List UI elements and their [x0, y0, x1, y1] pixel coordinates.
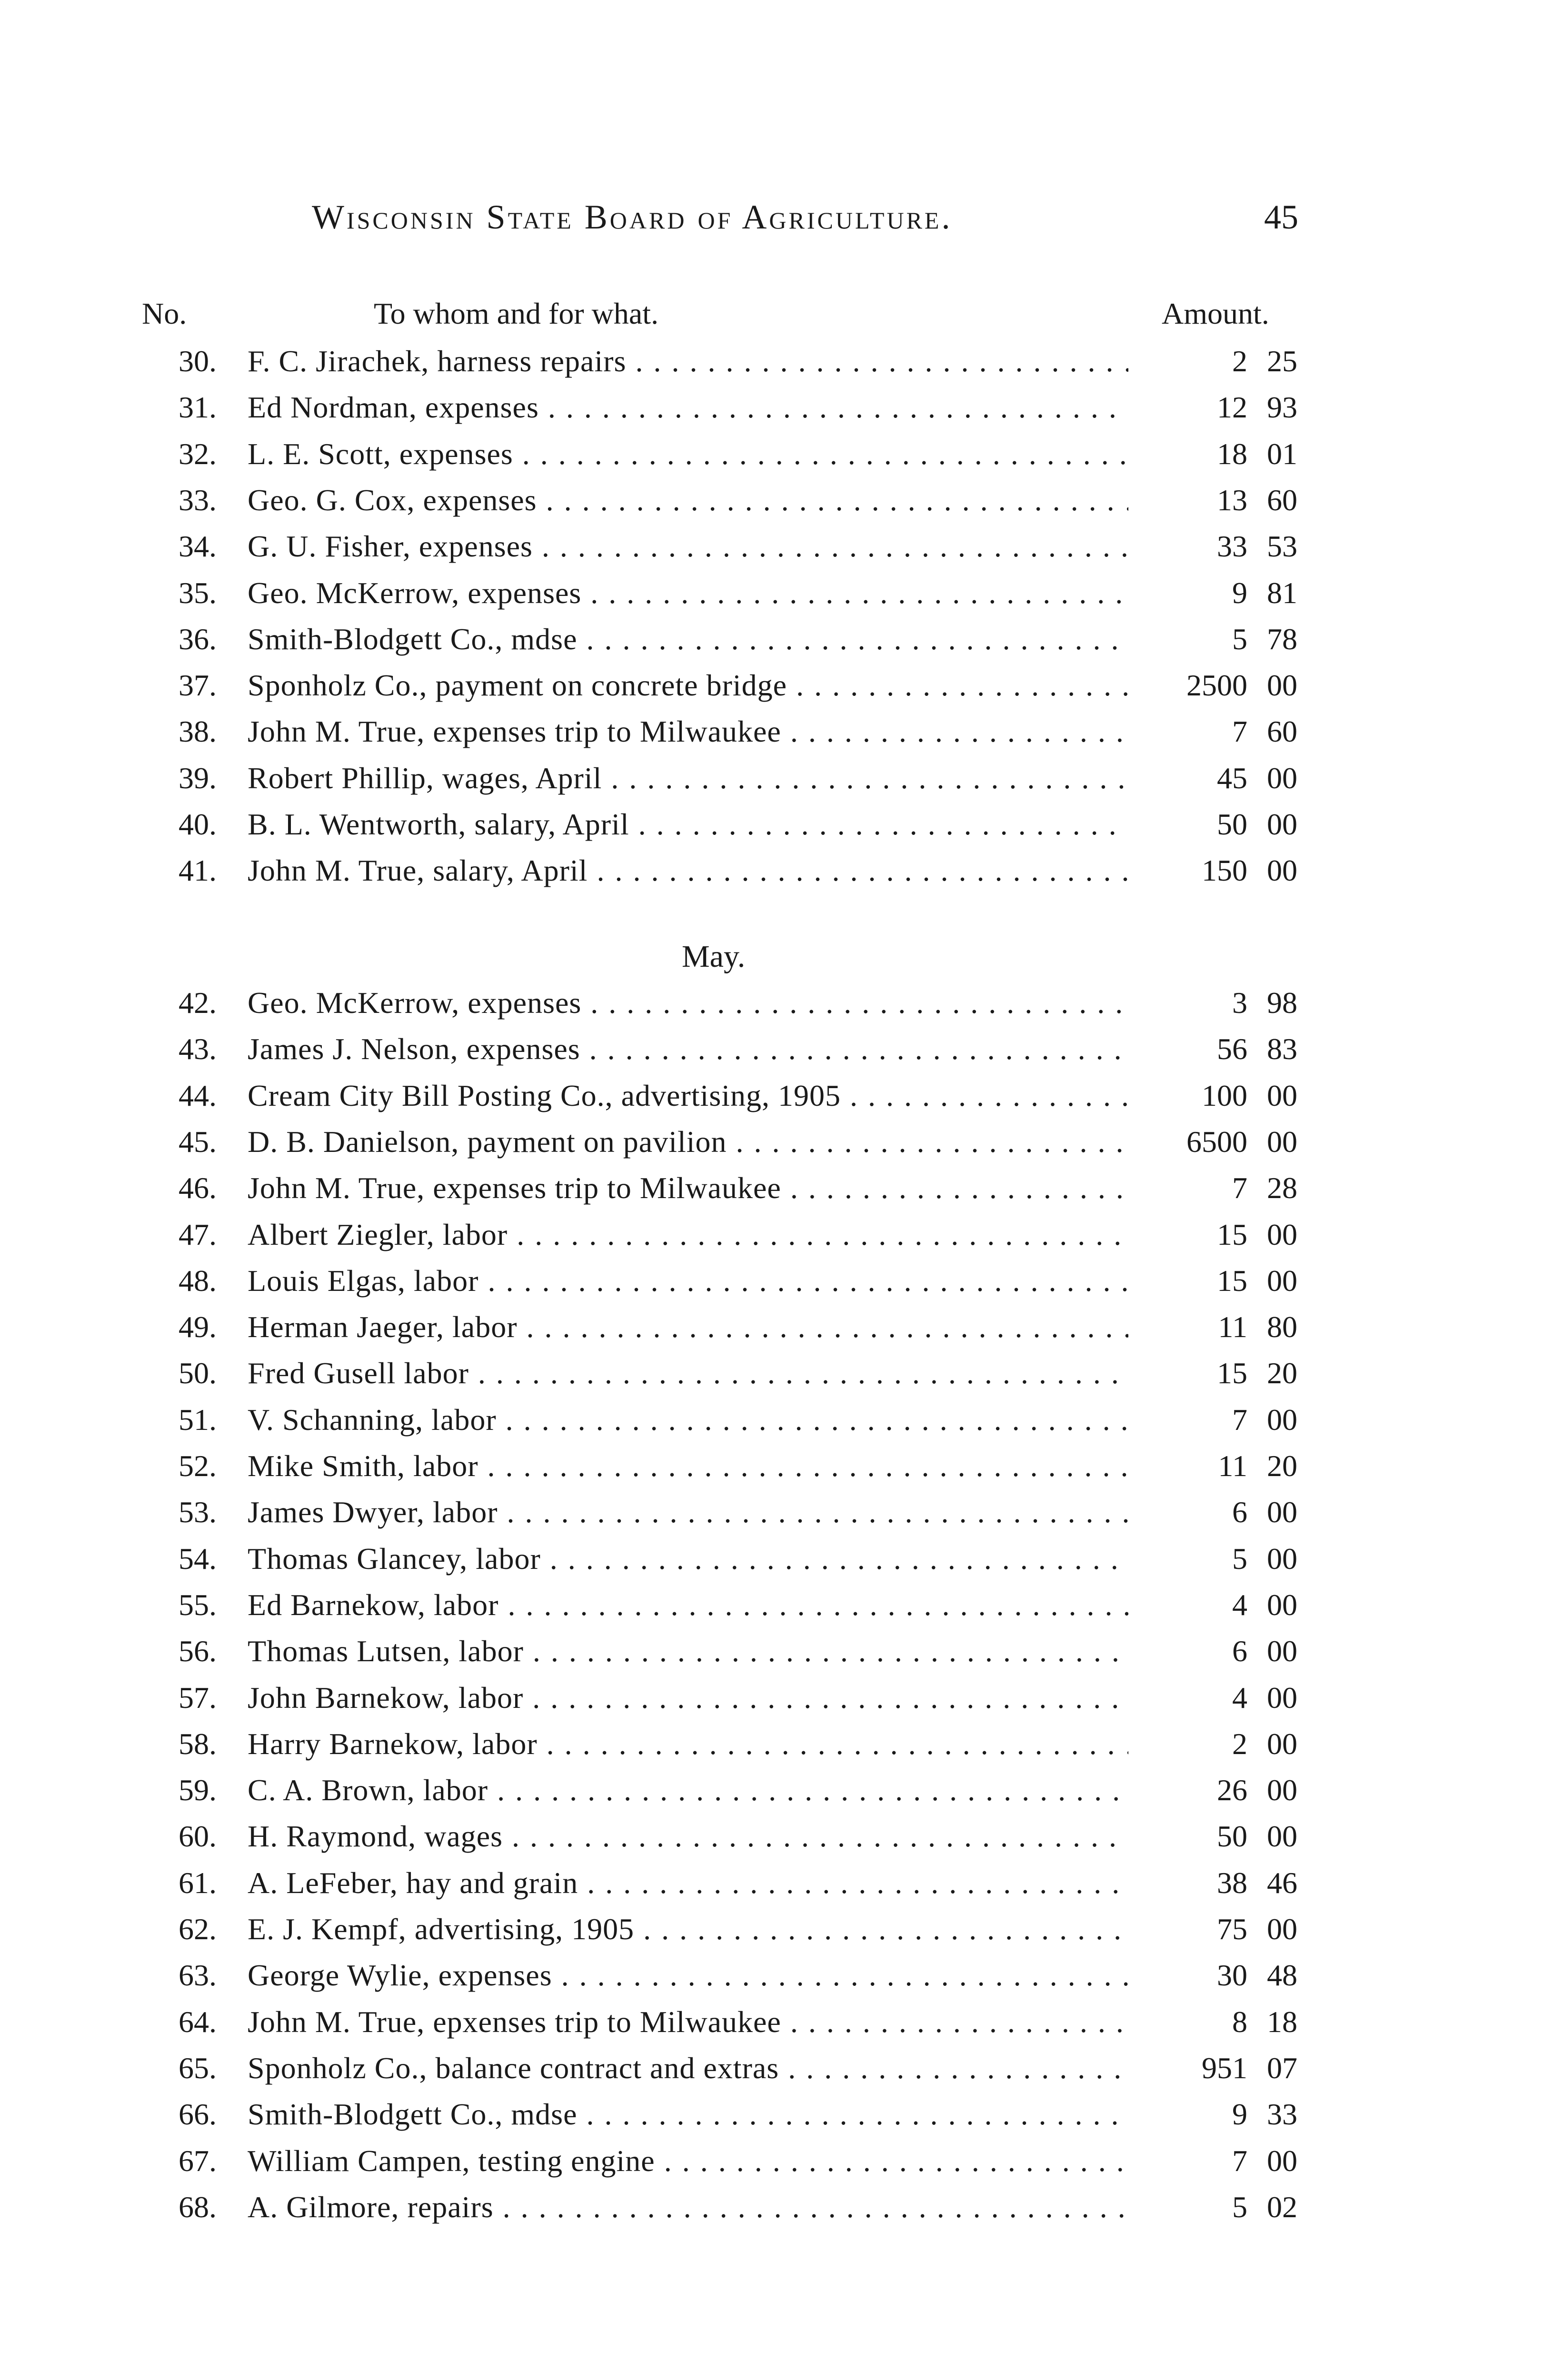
ledger-row: [0, 2190, 1554, 2236]
ledger-row: [0, 1587, 1554, 1634]
entry-amount-dollars: 11: [1218, 1310, 1247, 1344]
ledger-row: [0, 1124, 1554, 1171]
ledger-row: [0, 2097, 1554, 2143]
ledger-row: [0, 1217, 1554, 1264]
entry-description: Sponholz Co., balance contract and extras . . .: [248, 2051, 1128, 2086]
entry-number: 62.: [179, 1912, 217, 1946]
entry-amount-cents: 81: [1267, 575, 1297, 610]
entry-amount-cents: 93: [1267, 390, 1297, 425]
ledger-row: [0, 344, 1554, 390]
entry-description: H. Raymond, wages . . .: [248, 1819, 1128, 1854]
entry-amount-cents: 01: [1267, 436, 1297, 471]
entry-amount-cents: 00: [1267, 1819, 1297, 1854]
entry-amount-cents: 46: [1267, 1865, 1297, 1900]
entry-number: 58.: [179, 1726, 217, 1761]
entry-amount-cents: 00: [1267, 1680, 1297, 1715]
entry-amount-dollars: 75: [1217, 1912, 1247, 1946]
entry-amount-dollars: 15: [1217, 1217, 1247, 1251]
entry-amount-dollars: 12: [1217, 390, 1247, 425]
entry-amount-cents: 20: [1267, 1356, 1297, 1390]
entry-amount-cents: 00: [1267, 807, 1297, 841]
entry-amount-dollars: 33: [1217, 529, 1247, 564]
entry-amount-cents: 48: [1267, 1958, 1297, 1993]
entry-description: Thomas Lutsen, labor . . .: [248, 1634, 1128, 1669]
entry-description: D. B. Danielson, payment on pavilion . . .: [248, 1124, 1128, 1160]
ledger-row: [0, 1356, 1554, 1402]
entry-number: 53.: [179, 1495, 217, 1529]
ledger-row: [0, 483, 1554, 529]
entry-description: John Barnekow, labor . . .: [248, 1680, 1128, 1716]
entry-amount-cents: 00: [1267, 1773, 1297, 1807]
entry-amount-dollars: 2500: [1186, 668, 1247, 703]
ledger-row: [0, 2004, 1554, 2051]
entry-amount-cents: 53: [1267, 529, 1297, 564]
entry-amount-dollars: 4: [1232, 1680, 1247, 1715]
entry-number: 47.: [179, 1217, 217, 1251]
entry-description: John M. True, expenses trip to Milwaukee . . .: [248, 1170, 1128, 1206]
running-head: Wisconsin State Board of Agriculture.: [312, 198, 953, 236]
ledger-row: [0, 1773, 1554, 1819]
entry-number: 59.: [179, 1773, 217, 1807]
entry-amount-cents: 00: [1267, 1263, 1297, 1298]
entry-amount-cents: 00: [1267, 853, 1297, 888]
entry-amount-cents: 00: [1267, 668, 1297, 703]
ledger-row: [0, 714, 1554, 761]
entry-amount-dollars: 45: [1217, 761, 1247, 795]
entry-amount-dollars: 9: [1232, 575, 1247, 610]
entry-number: 54.: [179, 1541, 217, 1576]
entry-amount-dollars: 11: [1218, 1449, 1247, 1483]
entry-amount-dollars: 6500: [1186, 1124, 1247, 1159]
entry-number: 66.: [179, 2097, 217, 2132]
entry-amount-dollars: 100: [1202, 1078, 1247, 1112]
ledger-row: [0, 529, 1554, 575]
entry-number: 37.: [179, 668, 217, 703]
entry-number: 35.: [179, 575, 217, 610]
entry-amount-cents: 00: [1267, 1495, 1297, 1529]
entry-number: 60.: [179, 1819, 217, 1854]
entry-description: Thomas Glancey, labor . . .: [248, 1541, 1128, 1577]
ledger-row: [0, 1263, 1554, 1310]
entry-amount-dollars: 7: [1232, 714, 1247, 749]
ledger-row: [0, 668, 1554, 714]
entry-number: 41.: [179, 853, 217, 888]
ledger-row: [0, 1634, 1554, 1680]
entry-amount-cents: 00: [1267, 1402, 1297, 1437]
entry-description: John M. True, expenses trip to Milwaukee . . .: [248, 714, 1128, 749]
entry-description: Geo. McKerrow, expenses . . .: [248, 575, 1128, 611]
entry-amount-cents: 78: [1267, 622, 1297, 656]
entry-number: 52.: [179, 1449, 217, 1483]
ledger-row: [0, 1680, 1554, 1727]
ledger-row: [0, 1495, 1554, 1541]
ledger-row: [0, 1448, 1554, 1495]
entry-amount-dollars: 7: [1232, 1402, 1247, 1437]
entry-amount-cents: 00: [1267, 2143, 1297, 2178]
entry-description: Smith-Blodgett Co., mdse . . .: [248, 622, 1128, 657]
entry-number: 57.: [179, 1680, 217, 1715]
entry-amount-cents: 00: [1267, 1726, 1297, 1761]
entry-description: E. J. Kempf, advertising, 1905 . . .: [248, 1912, 1128, 1947]
ledger-row: [0, 1078, 1554, 1125]
entry-description: James J. Nelson, expenses . . .: [248, 1031, 1128, 1067]
entry-description: Geo. McKerrow, expenses . . .: [248, 985, 1128, 1021]
entry-amount-dollars: 8: [1232, 2004, 1247, 2039]
entry-amount-cents: 83: [1267, 1032, 1297, 1066]
entry-description: Robert Phillip, wages, April . . .: [248, 761, 1128, 796]
entry-description: William Campen, testing engine . . .: [248, 2143, 1128, 2179]
entry-amount-cents: 00: [1267, 761, 1297, 795]
entry-amount-dollars: 5: [1232, 2190, 1247, 2224]
entry-description: Fred Gusell labor . . .: [248, 1356, 1128, 1391]
ledger-row: [0, 2051, 1554, 2097]
entry-description: Albert Ziegler, labor . . .: [248, 1217, 1128, 1252]
entry-amount-cents: 00: [1267, 1124, 1297, 1159]
entry-amount-cents: 00: [1267, 1912, 1297, 1946]
entry-description: V. Schanning, labor . . .: [248, 1402, 1128, 1438]
entry-number: 56.: [179, 1634, 217, 1668]
entry-description: Harry Barnekow, labor . . .: [248, 1726, 1128, 1762]
ledger-row: [0, 1309, 1554, 1356]
entry-description: James Dwyer, labor . . .: [248, 1495, 1128, 1530]
entry-description: Louis Elgas, labor . . .: [248, 1263, 1128, 1299]
entry-number: 68.: [179, 2190, 217, 2224]
column-header-description: To whom and for what.: [374, 297, 659, 330]
ledger-row: [0, 1865, 1554, 1912]
entry-description: Ed Barnekow, labor . . .: [248, 1587, 1128, 1623]
entry-description: A. Gilmore, repairs . . .: [248, 2190, 1128, 2225]
entry-amount-cents: 25: [1267, 344, 1297, 378]
entry-amount-dollars: 5: [1232, 1541, 1247, 1576]
entry-number: 61.: [179, 1865, 217, 1900]
entry-number: 39.: [179, 761, 217, 795]
entry-description: Smith-Blodgett Co., mdse . . .: [248, 2097, 1128, 2132]
entry-number: 45.: [179, 1124, 217, 1159]
entry-amount-dollars: 2: [1232, 344, 1247, 378]
entry-amount-cents: 00: [1267, 1541, 1297, 1576]
column-header-number: No.: [142, 297, 187, 330]
entry-number: 51.: [179, 1402, 217, 1437]
entry-description: John M. True, epxenses trip to Milwaukee . . .: [248, 2004, 1128, 2040]
entry-description: G. U. Fisher, expenses . . .: [248, 529, 1128, 564]
entry-number: 46.: [179, 1171, 217, 1205]
entry-amount-dollars: 18: [1217, 436, 1247, 471]
entry-amount-cents: 20: [1267, 1449, 1297, 1483]
ledger-row: [0, 1170, 1554, 1217]
ledger-row: [0, 1402, 1554, 1449]
ledger-row: [0, 761, 1554, 807]
entry-number: 32.: [179, 436, 217, 471]
entry-description: John M. True, salary, April . . .: [248, 853, 1128, 888]
entry-description: George Wylie, expenses . . .: [248, 1958, 1128, 1993]
entry-amount-cents: 00: [1267, 1217, 1297, 1251]
entry-description: Sponholz Co., payment on concrete bridge . . .: [248, 668, 1128, 703]
entry-number: 48.: [179, 1263, 217, 1298]
entry-amount-dollars: 4: [1232, 1587, 1247, 1622]
entry-amount-cents: 00: [1267, 1587, 1297, 1622]
entry-amount-dollars: 56: [1217, 1032, 1247, 1066]
entry-amount-cents: 07: [1267, 2051, 1297, 2085]
entry-description: B. L. Wentworth, salary, April . . .: [248, 807, 1128, 842]
ledger-row: [0, 1958, 1554, 2004]
page-number: 45: [1264, 198, 1298, 236]
section-heading-may: May.: [682, 939, 746, 974]
ledger-row: [0, 2143, 1554, 2190]
entry-number: 67.: [179, 2143, 217, 2178]
entry-amount-cents: 60: [1267, 483, 1297, 517]
entry-amount-cents: 00: [1267, 1078, 1297, 1112]
entry-amount-dollars: 5: [1232, 622, 1247, 656]
ledger-row: [0, 622, 1554, 668]
entry-description: Geo. G. Cox, expenses . . .: [248, 483, 1128, 518]
entry-number: 49.: [179, 1310, 217, 1344]
entry-number: 36.: [179, 622, 217, 656]
entry-number: 38.: [179, 714, 217, 749]
column-header-amount: Amount.: [1162, 297, 1269, 330]
entry-number: 55.: [179, 1587, 217, 1622]
ledger-row: [0, 1031, 1554, 1078]
entry-amount-dollars: 6: [1232, 1495, 1247, 1529]
entry-number: 42.: [179, 986, 217, 1020]
entry-amount-cents: 80: [1267, 1310, 1297, 1344]
entry-number: 33.: [179, 483, 217, 517]
entry-amount-dollars: 951: [1202, 2051, 1247, 2085]
entry-amount-cents: 18: [1267, 2004, 1297, 2039]
entry-amount-dollars: 7: [1232, 2143, 1247, 2178]
ledger-row: [0, 436, 1554, 483]
entry-amount-dollars: 50: [1217, 1819, 1247, 1854]
entry-description: Ed Nordman, expenses . . .: [248, 390, 1128, 425]
entry-description: Mike Smith, labor . . .: [248, 1448, 1128, 1484]
ledger-row: [0, 390, 1554, 436]
entry-number: 63.: [179, 1958, 217, 1993]
entry-number: 65.: [179, 2051, 217, 2085]
entry-number: 31.: [179, 390, 217, 425]
entry-amount-cents: 60: [1267, 714, 1297, 749]
entry-description: F. C. Jirachek, harness repairs . . .: [248, 344, 1128, 379]
ledger-row: [0, 1819, 1554, 1865]
ledger-row: [0, 807, 1554, 853]
ledger-row: [0, 1726, 1554, 1773]
entry-amount-cents: 33: [1267, 2097, 1297, 2132]
entry-amount-dollars: 26: [1217, 1773, 1247, 1807]
entry-description: Cream City Bill Posting Co., advertising, 1905 . . .: [248, 1078, 1128, 1113]
entry-description: C. A. Brown, labor . . .: [248, 1773, 1128, 1808]
entry-number: 34.: [179, 529, 217, 564]
entry-number: 40.: [179, 807, 217, 841]
entry-amount-cents: 28: [1267, 1171, 1297, 1205]
entry-number: 64.: [179, 2004, 217, 2039]
entry-amount-dollars: 38: [1217, 1865, 1247, 1900]
entry-amount-dollars: 3: [1232, 986, 1247, 1020]
entry-amount-dollars: 30: [1217, 1958, 1247, 1993]
entry-amount-dollars: 15: [1217, 1356, 1247, 1390]
entry-description: Herman Jaeger, labor . . .: [248, 1309, 1128, 1345]
entry-amount-cents: 98: [1267, 986, 1297, 1020]
ledger-row: [0, 575, 1554, 622]
entry-amount-dollars: 150: [1202, 853, 1247, 888]
entry-number: 30.: [179, 344, 217, 378]
entry-number: 43.: [179, 1032, 217, 1066]
ledger-row: [0, 1541, 1554, 1588]
ledger-row: [0, 1912, 1554, 1958]
entry-amount-cents: 02: [1267, 2190, 1297, 2224]
ledger-row: [0, 853, 1554, 900]
entry-description: A. LeFeber, hay and grain . . .: [248, 1865, 1128, 1901]
entry-amount-cents: 00: [1267, 1634, 1297, 1668]
entry-amount-dollars: 13: [1217, 483, 1247, 517]
entry-number: 50.: [179, 1356, 217, 1390]
entry-number: 44.: [179, 1078, 217, 1112]
entry-amount-dollars: 9: [1232, 2097, 1247, 2132]
entry-amount-dollars: 7: [1232, 1171, 1247, 1205]
entry-amount-dollars: 2: [1232, 1726, 1247, 1761]
entry-amount-dollars: 15: [1217, 1263, 1247, 1298]
entry-amount-dollars: 50: [1217, 807, 1247, 841]
entry-amount-dollars: 6: [1232, 1634, 1247, 1668]
ledger-row: [0, 985, 1554, 1032]
entry-description: L. E. Scott, expenses . . .: [248, 436, 1128, 472]
